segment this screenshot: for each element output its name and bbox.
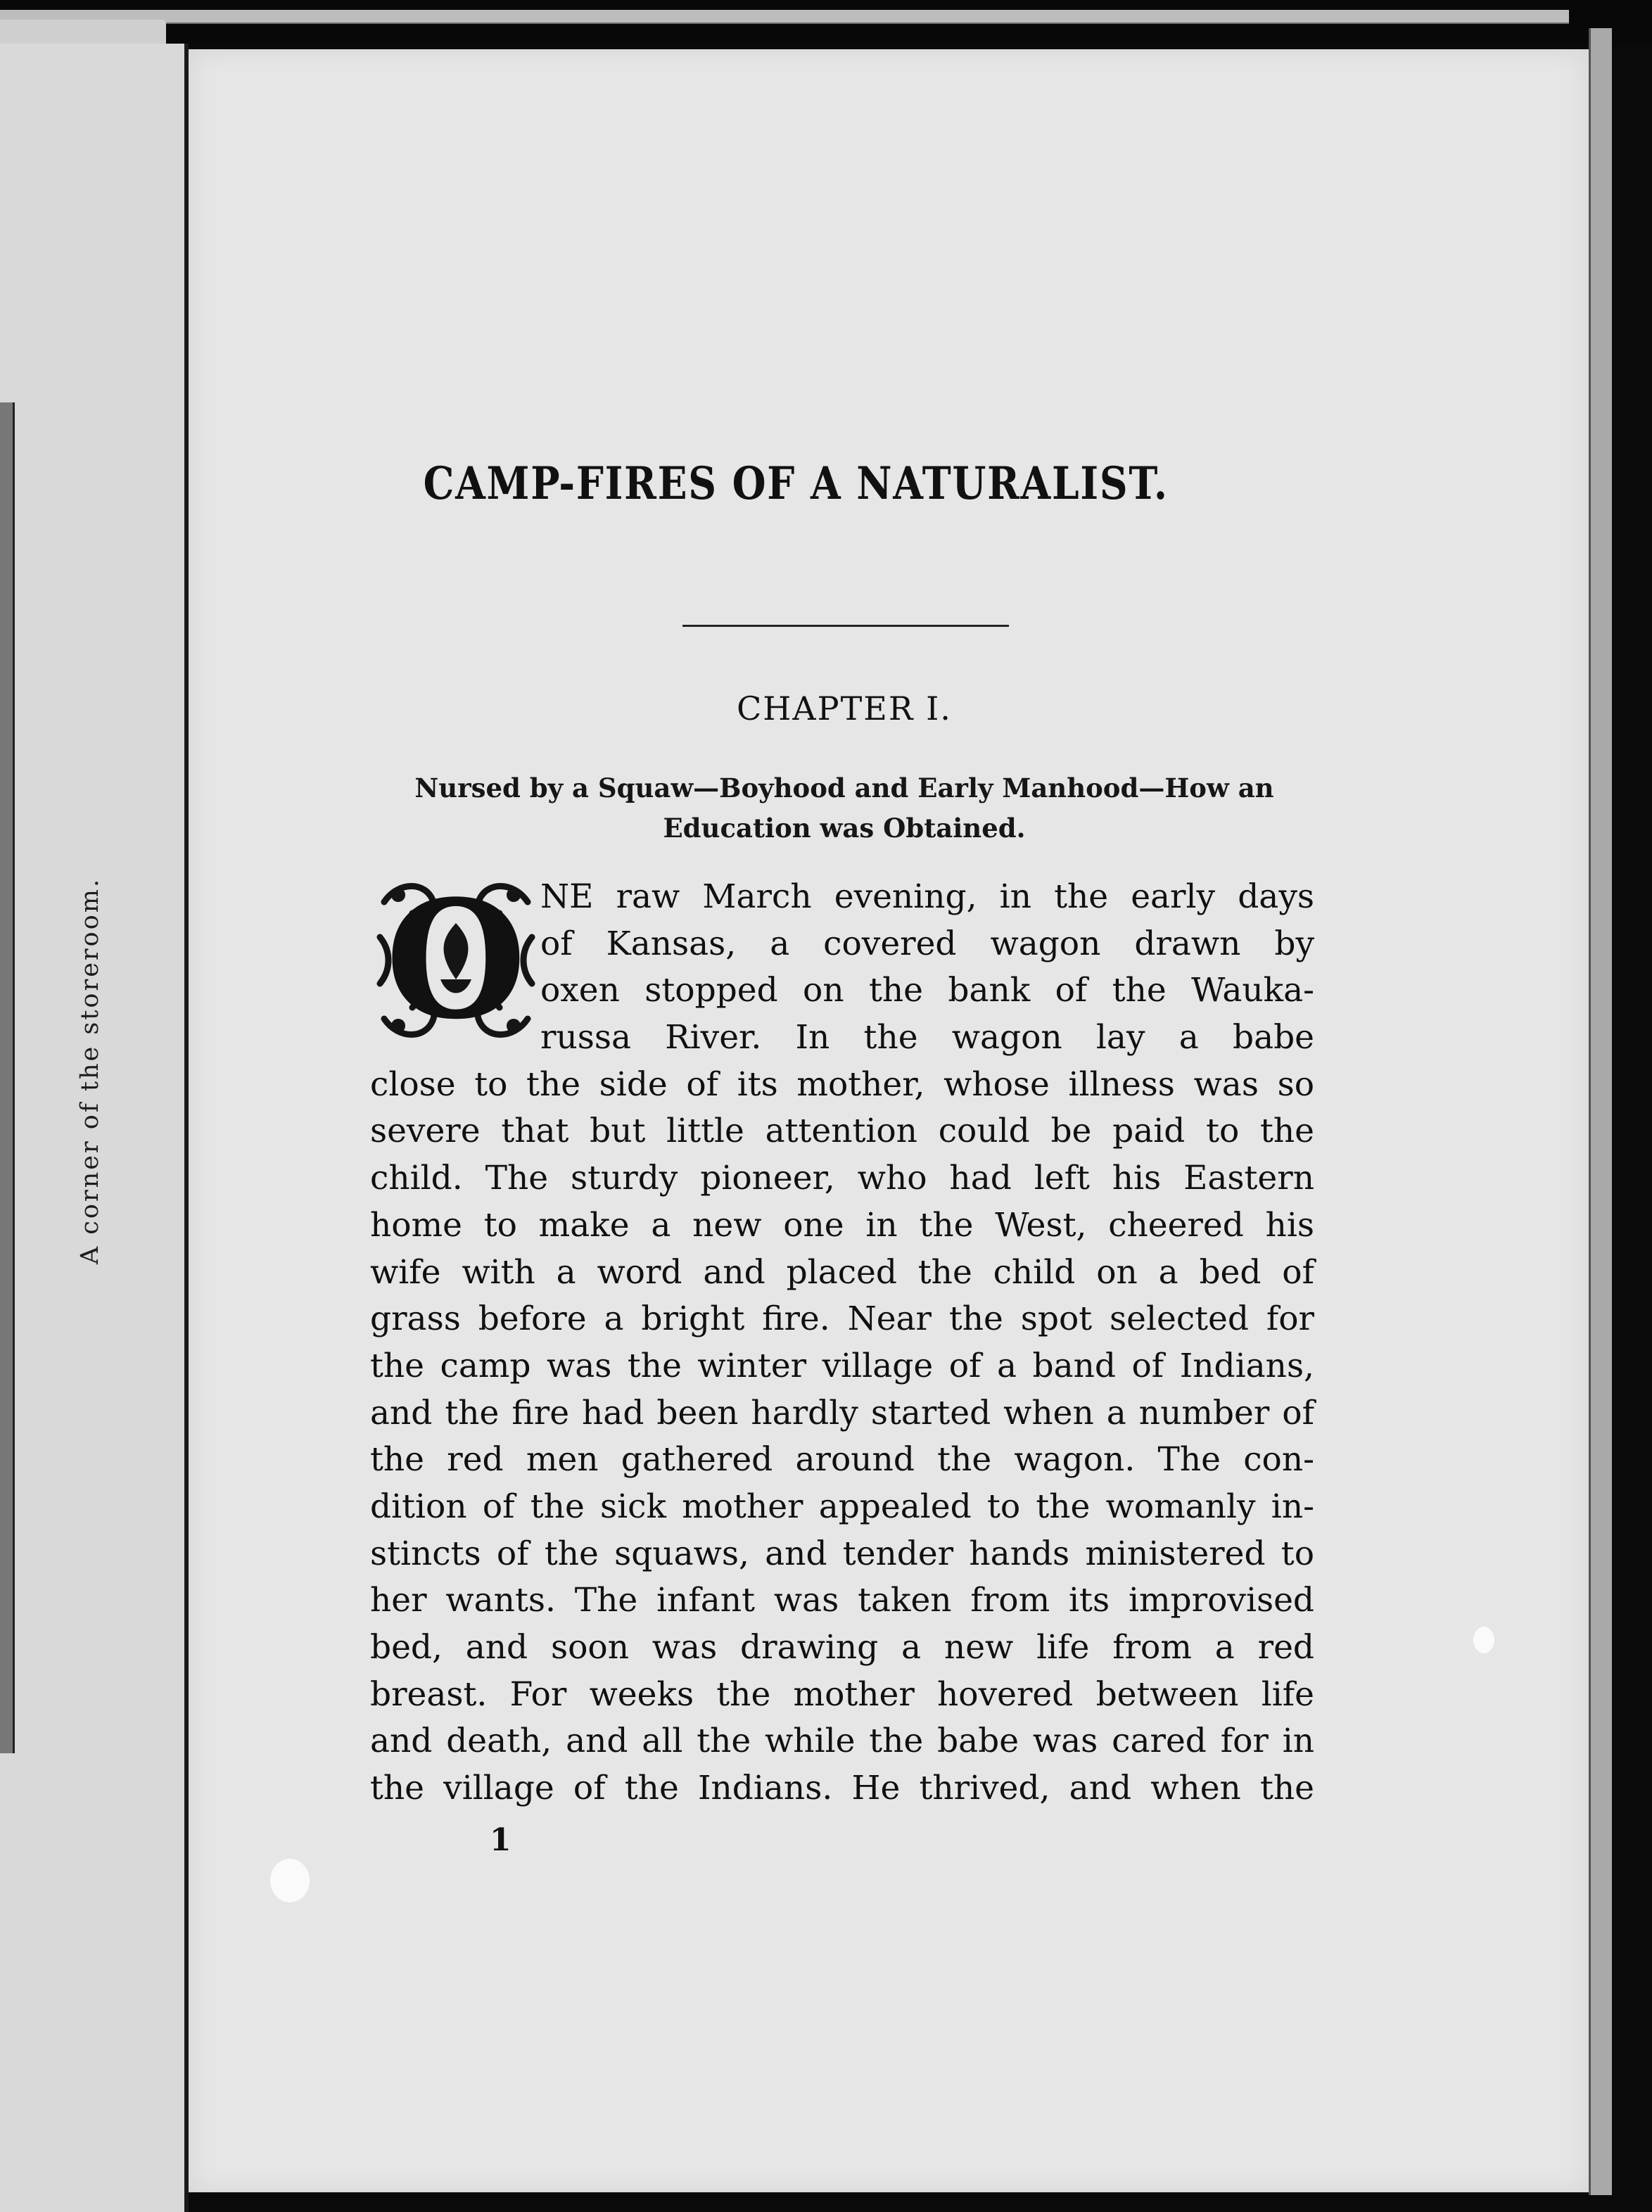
body-line: and death, and all the while the babe was cared for in [370,1722,1314,1761]
page-number: 1 [490,1822,512,1858]
chapter-heading: CHAPTER I. [737,689,952,727]
body-line: the red men gathered around the wagon. The con- [370,1440,1314,1480]
body-line: dition of the sick mother appealed to the womanly in- [370,1487,1314,1526]
chapter-summary-line: Education was Obtained. [663,813,1026,844]
body-line: russa River. In the wagon lay a babe [540,1018,1314,1057]
body-line: the camp was the winter village of a band of Indians, [370,1346,1314,1385]
body-line: stincts of the squaws, and tender hands ministered to [370,1534,1314,1573]
body-line: and the fire had been hardly started when a number of [370,1393,1314,1432]
body-line: the village of the Indians. He thrived, and when the [370,1769,1314,1808]
body-line: grass before a bright fire. Near the spot selected for [370,1299,1314,1339]
body-line: severe that but little attention could be paid to the [370,1112,1314,1151]
body-line: bed, and soon was drawing a new life from a red [370,1628,1314,1667]
top-page-edge [0,0,1652,45]
title-rule [682,625,1009,627]
drop-cap-letter: O [385,865,527,1055]
body-line: oxen stopped on the bank of the Wauka- [540,971,1314,1010]
top-edge-strip [0,10,1569,24]
body-line: wife with a word and placed the child on a bed of [370,1252,1314,1292]
book-title: CAMP-FIRES OF A NATURALIST. [423,457,1169,510]
body-line: of Kansas, a covered wagon drawn by [540,924,1314,963]
scan-speck [270,1859,310,1902]
body-line: child. The sturdy pioneer, who had left his Eastern [370,1159,1314,1198]
chapter-body [370,865,1314,1812]
plate-image-edge [0,402,15,1753]
body-line: her wants. The infant was taken from its improvised [370,1581,1314,1620]
body-line: breast. For weeks the mother hovered between life [370,1674,1314,1714]
body-line: close to the side of its mother, whose illness was so [370,1064,1314,1104]
body-line: home to make a new one in the West, cheered his [370,1205,1314,1245]
chapter-summary-line: Nursed by a Squaw—Boyhood and Early Manhood—How an [414,773,1274,803]
plate-caption: A corner of the storeroom. [76,877,104,1265]
facing-plate-page [0,44,189,2212]
right-page-edge [1589,28,1612,2195]
chapter-summary [366,768,1323,848]
body-line: NE raw March evening, in the early days [540,877,1314,916]
scan-speck [1473,1627,1494,1653]
